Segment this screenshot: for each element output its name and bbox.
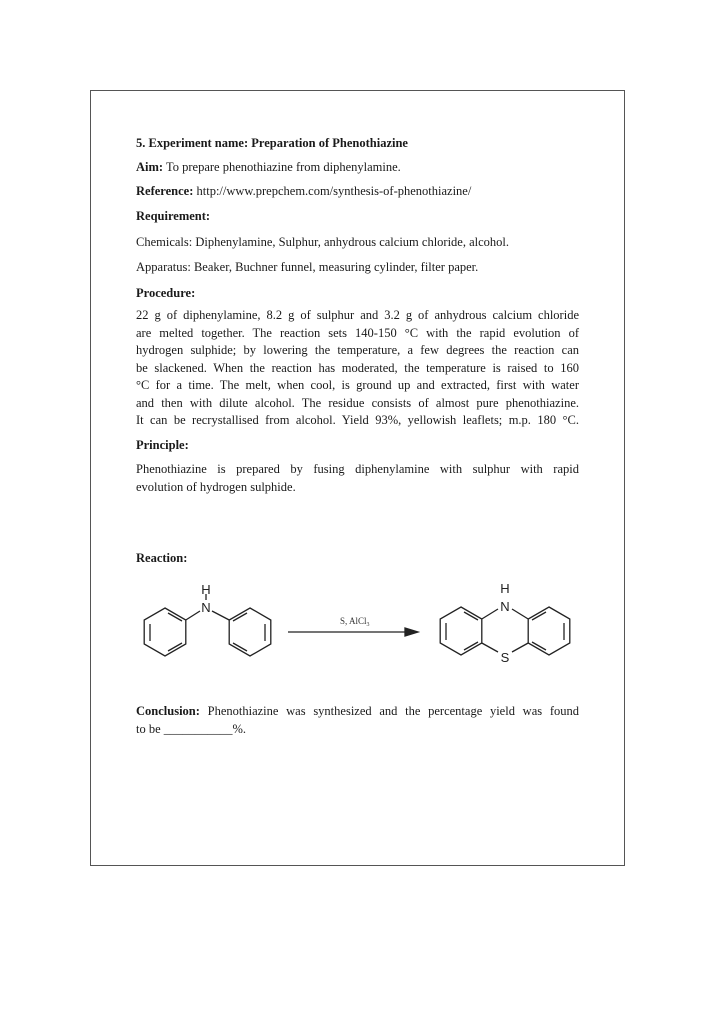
reaction-heading: Reaction: bbox=[136, 551, 188, 565]
reaction-arrow bbox=[288, 628, 418, 636]
requirement-heading: Requirement: bbox=[136, 209, 211, 223]
phenothiazine-hydrogen: H bbox=[500, 581, 510, 596]
procedure-line: 22 g of diphenylamine, 8.2 g of sulphur and 3.2 g of anhydrous calcium chloride bbox=[136, 308, 579, 322]
procedure-line: °C for a time. The melt, when cool, is ground up and extracted, first with water bbox=[136, 378, 579, 392]
phenothiazine-nitrogen: N bbox=[500, 599, 510, 614]
chemicals: Chemicals: Diphenylamine, Sulphur, anhydrous calcium chloride, alcohol. bbox=[136, 235, 510, 249]
conclusion-line: to be ___________%. bbox=[136, 721, 247, 736]
procedure-line: are melted together. The reaction sets 140-150 °C with the rapid evolution of bbox=[136, 325, 579, 340]
principle-line: evolution of hydrogen sulphide. bbox=[136, 479, 296, 494]
phenothiazine-sulfur: S bbox=[500, 650, 510, 665]
conclusion-line: Conclusion: Phenothiazine was synthesized and the percentage yield was found bbox=[136, 704, 579, 718]
procedure-heading: Procedure: bbox=[136, 286, 196, 300]
principle-line: Phenothiazine is prepared by fusing diphenylamine with sulphur with rapid bbox=[136, 462, 579, 476]
procedure-line: be slackened. When the reaction has moderated, the temperature is raised to 160 bbox=[136, 360, 579, 375]
procedure-line: hydrogen sulphide; by lowering the temperature, a few degrees the reaction can bbox=[136, 343, 579, 357]
procedure-line: It can be recrystallised from alcohol. Yield 93%, yellowish leaflets; m.p. 180 °C. bbox=[136, 413, 579, 427]
amine-hydrogen: H bbox=[201, 582, 211, 597]
aim: Aim: To prepare phenothiazine from diphenylamine. bbox=[136, 160, 401, 174]
reference: Reference: http://www.prepchem.com/synthesis-of-phenothiazine/ bbox=[136, 184, 472, 198]
reagent-label: S, AlCl$_3$ bbox=[340, 616, 370, 628]
conclusion bbox=[136, 703, 579, 738]
phenothiazine-structure bbox=[440, 607, 570, 655]
apparatus: Apparatus: Beaker, Buchner funnel, measuring cylinder, filter paper. bbox=[136, 260, 479, 274]
procedure-line: and then with dilute alcohol. The residue consists of almost pure phenothiazine. bbox=[136, 395, 579, 410]
amine-nitrogen: N bbox=[201, 600, 211, 615]
experiment-title: 5. Experiment name: Preparation of Phenothiazine bbox=[136, 136, 408, 150]
principle-heading: Principle: bbox=[136, 438, 189, 452]
